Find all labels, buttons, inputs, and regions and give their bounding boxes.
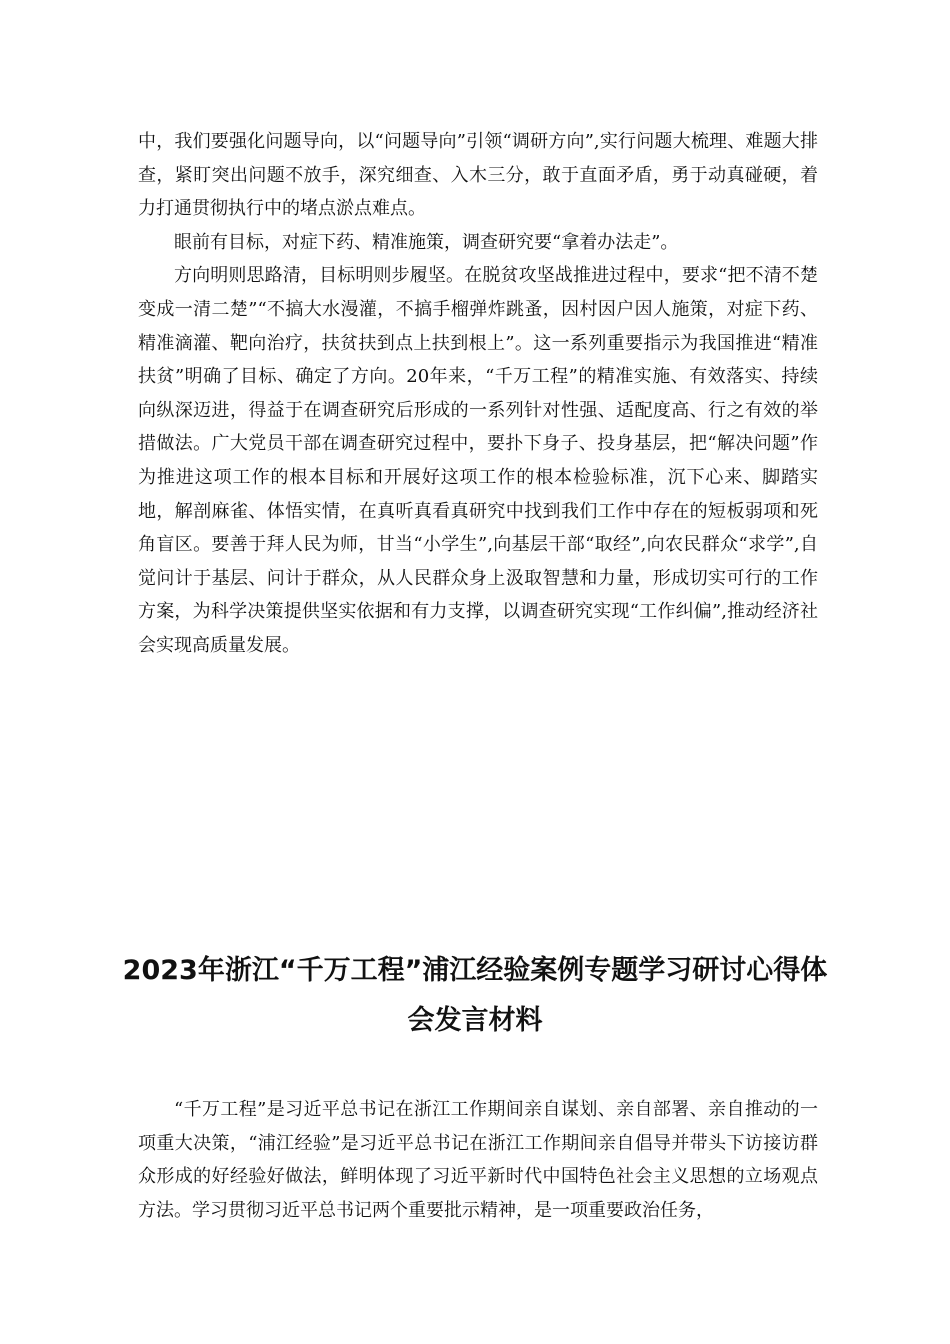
article-title: 2023年浙江“千万工程”浦江经验案例专题学习研讨心得体会发言材料	[122, 955, 828, 1036]
paragraph-body: 方向明则思路清，目标明则步履坚。在脱贫攻坚战推进过程中，要求“把不清不楚变成一清二楚”“不搞大水漫灌，不搞手榴弹炸跳蚤，因村因户因人施策，对症下药、精准滴灌、靶向治疗，扶贫扶到点上扶到根上”。这一系列重要指示为我国推进“精准扶贫”明确了目标、确定了方向。20年来，“千万工程”的精准实施、有效落实、持续向纵深迈进，得益于在调查研究后形成的一系列针对性强、适配度高、行之有效的举措做法。广大党员干部在调查研究过程中，要扑下身子、投身基层，把“解决问题”作为推进这项工作的根本目标和开展好这项工作的根本检验标准，沉下心来、脚踏实地，解剖麻雀、体悟实情，在真听真看真研究中找到我们工作中存在的短板弱项和死角盲区。要善于拜人民为师，甘当“小学生”,向基层干部“取经”,向农民群众“求学”,自觉问计于基层、问计于群众，从人民群众身上汲取智慧和力量，形成切实可行的工作方案，为科学决策提供坚实依据和有力支撑，以调查研究实现“工作纠偏”,推动经济社会实现高质量发展。	[138, 265, 818, 656]
paragraph-continuation: 中，我们要强化问题导向，以“问题导向”引领“调研方向”,实行问题大梳理、难题大排查，紧盯突出问题不放手，深究细查、入木三分，敢于直面矛盾，勇于动真碰硬，着力打通贯彻执行中的堵点淤点难点。	[138, 131, 818, 220]
article-body	[138, 1093, 818, 1227]
article-paragraph: “千万工程”是习近平总书记在浙江工作期间亲自谋划、亲自部署、亲自推动的一项重大决策，“浦江经验”是习近平总书记在浙江工作期间亲自倡导并带头下访接访群众形成的好经验好做法，鲜明体现了习近平新时代中国特色社会主义思想的立场观点方法。学习贯彻习近平总书记两个重要批示精神，是一项重要政治任务，	[138, 1099, 818, 1221]
continued-section	[138, 125, 818, 663]
paragraph-heading-point: 眼前有目标，对症下药、精准施策，调查研究要“拿着办法走”。	[174, 231, 679, 253]
